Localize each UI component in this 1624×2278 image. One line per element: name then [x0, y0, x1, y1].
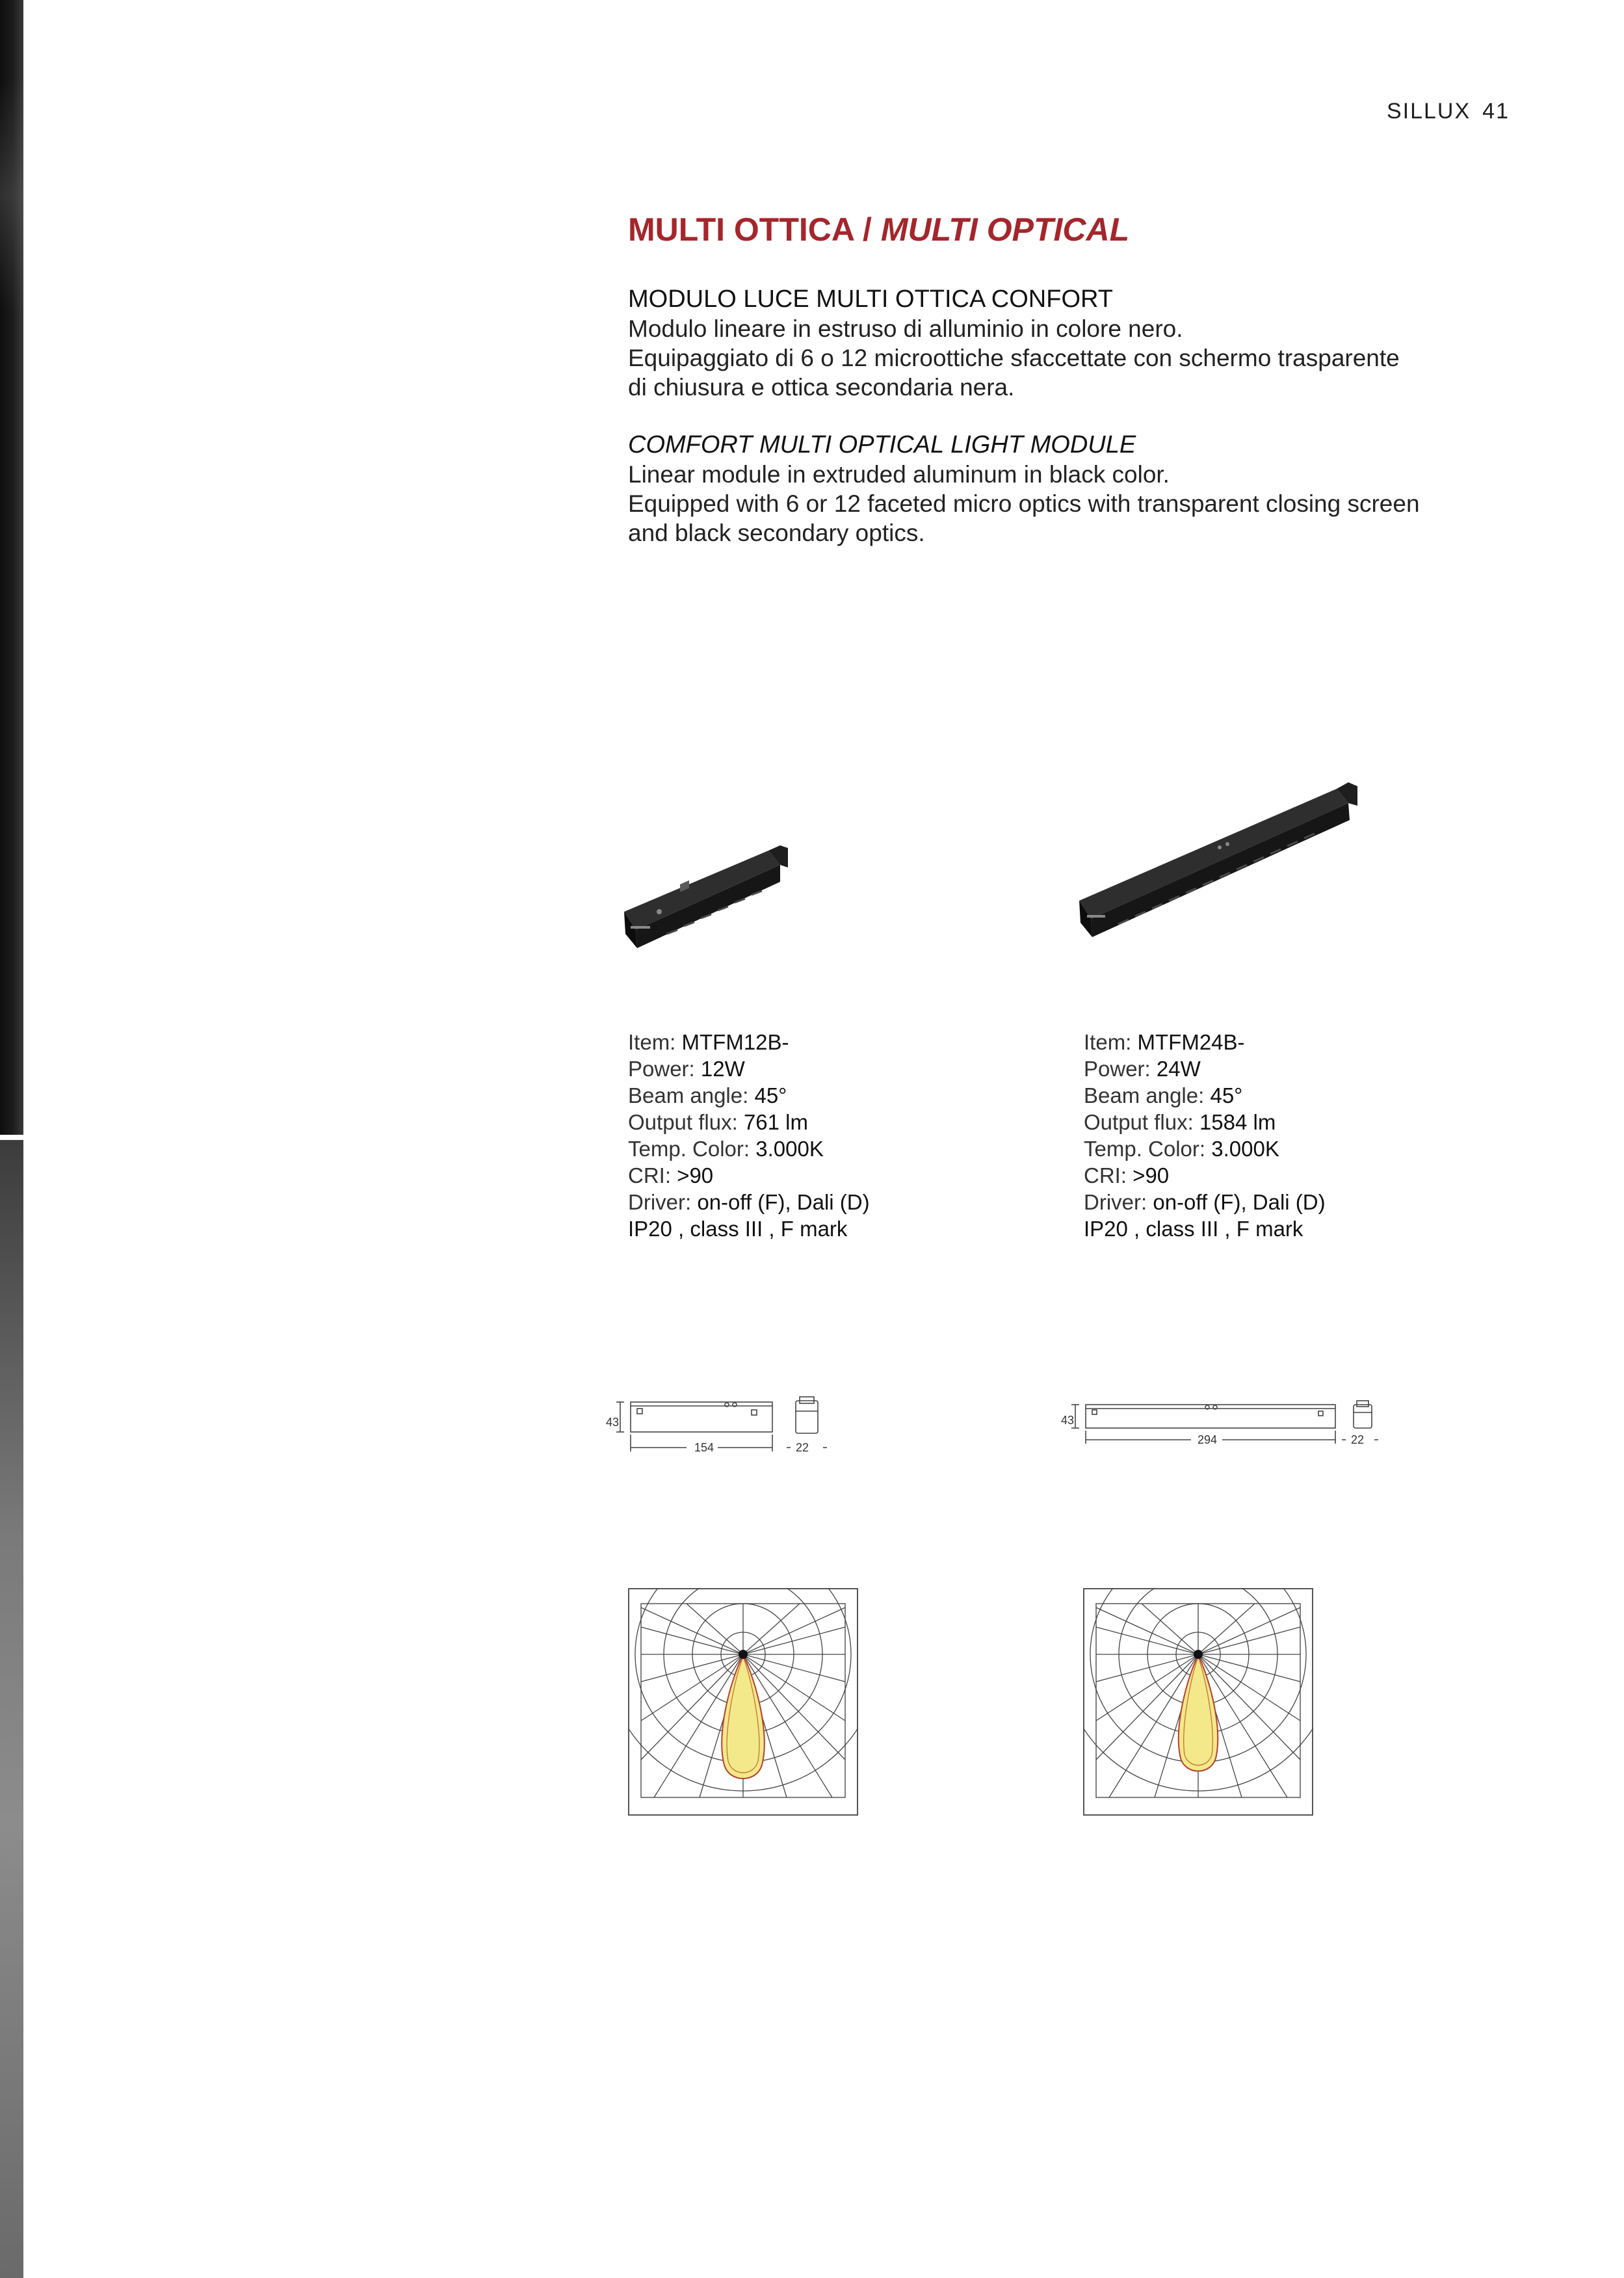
- italian-line: Equipaggiato di 6 o 12 microottiche sfaccettate con schermo trasparente: [628, 345, 1400, 371]
- dimension-drawing-mtfm24b: [1061, 1392, 1386, 1483]
- spec-cri-value: >90: [1133, 1163, 1170, 1187]
- spec-beam-value: 45°: [1210, 1083, 1243, 1107]
- spec-rating: IP20 , class III , F mark: [1084, 1217, 1303, 1241]
- italian-line: di chiusura e ottica secondaria nera.: [628, 374, 1015, 401]
- dim-width-label: 22: [796, 1441, 809, 1454]
- spec-beam-value: 45°: [754, 1083, 787, 1107]
- side-strip-highlight: [0, 78, 23, 312]
- page-number: 41: [1482, 99, 1510, 124]
- english-description: [628, 430, 1420, 548]
- italian-heading: MODULO LUCE MULTI OTTICA CONFORT: [628, 285, 1113, 313]
- spec-cri-value: >90: [677, 1163, 714, 1187]
- spec-cri: CRI: >90: [1084, 1163, 1170, 1187]
- side-strip-gap: [0, 1135, 23, 1140]
- polar-diagram-mtfm12b: [628, 1588, 858, 1816]
- spec-driver: Driver: on-off (F), Dali (D): [628, 1190, 870, 1214]
- spec-beam: Beam angle: 45°: [1084, 1083, 1243, 1107]
- page-header: [1387, 99, 1510, 124]
- spec-flux-value: 1584 lm: [1199, 1110, 1276, 1134]
- spec-temp: Temp. Color: 3.000K: [628, 1137, 824, 1161]
- polar-diagram-mtfm24b: [1083, 1588, 1313, 1816]
- dim-height-label: 43: [606, 1416, 620, 1429]
- page-title: [628, 211, 1129, 248]
- spec-cri: CRI: >90: [628, 1163, 714, 1187]
- spec-driver-value: on-off (F), Dali (D): [1153, 1190, 1326, 1214]
- spec-rating: IP20 , class III , F mark: [628, 1217, 848, 1241]
- side-strip-bottom: [0, 1140, 23, 2278]
- spec-flux: Output flux: 761 lm: [628, 1110, 808, 1134]
- spec-item: Item: MTFM12B-: [628, 1030, 789, 1054]
- spec-power-value: 12W: [700, 1057, 745, 1081]
- spec-beam: Beam angle: 45°: [628, 1083, 787, 1107]
- spec-item-value: MTFM12B-: [681, 1030, 789, 1054]
- product-image-mtfm12b: [622, 839, 809, 966]
- spec-temp-value: 3.000K: [755, 1137, 824, 1161]
- spec-driver-value: on-off (F), Dali (D): [697, 1190, 870, 1214]
- dim-width-label: 22: [1351, 1433, 1365, 1446]
- spec-driver: Driver: on-off (F), Dali (D): [1084, 1190, 1326, 1214]
- specs-mtfm24b: [1084, 1029, 1326, 1242]
- spec-temp: Temp. Color: 3.000K: [1084, 1137, 1279, 1161]
- title-main: MULTI OTTICA /: [628, 211, 881, 248]
- specs-mtfm12b: [628, 1029, 870, 1242]
- spec-power-value: 24W: [1156, 1057, 1201, 1081]
- english-line: Equipped with 6 or 12 faceted micro optics with transparent closing screen: [628, 490, 1420, 517]
- english-line: Linear module in extruded aluminum in black color.: [628, 461, 1170, 488]
- dim-length-label: 154: [694, 1441, 714, 1454]
- spec-power: Power: 12W: [628, 1057, 745, 1081]
- spec-flux: Output flux: 1584 lm: [1084, 1110, 1276, 1134]
- italian-line: Modulo lineare in estruso di alluminio in colore nero.: [628, 315, 1183, 342]
- english-line: and black secondary optics.: [628, 520, 925, 546]
- spec-item-value: MTFM24B-: [1137, 1030, 1245, 1054]
- dimension-drawing-mtfm12b: [606, 1392, 879, 1483]
- spec-temp-value: 3.000K: [1211, 1137, 1279, 1161]
- dim-length-label: 294: [1198, 1433, 1218, 1446]
- italian-description: [628, 285, 1400, 402]
- title-italic: MULTI OPTICAL: [880, 211, 1130, 248]
- spec-flux-value: 761 lm: [743, 1110, 808, 1134]
- product-image-mtfm24b: [1077, 777, 1363, 966]
- english-heading: COMFORT MULTI OPTICAL LIGHT MODULE: [628, 431, 1136, 458]
- brand-name: SILLUX: [1386, 99, 1471, 124]
- side-strip: [0, 0, 23, 2278]
- dim-height-label: 43: [1061, 1414, 1075, 1427]
- spec-power: Power: 24W: [1084, 1057, 1201, 1081]
- spec-item: Item: MTFM24B-: [1084, 1030, 1245, 1054]
